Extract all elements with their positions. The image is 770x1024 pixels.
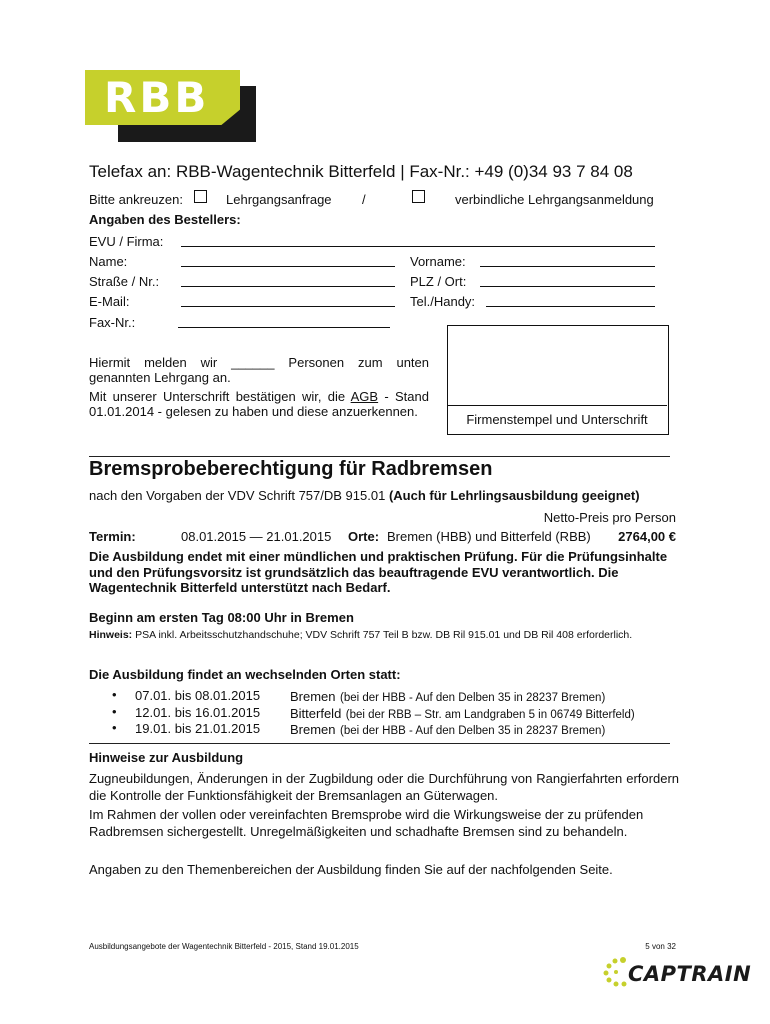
stamp-caption: Firmenstempel und Unterschrift: [447, 405, 667, 433]
price-label: Netto-Preis pro Person: [543, 510, 676, 525]
evu-field[interactable]: [181, 246, 655, 247]
orte-label: Orte:: [348, 529, 380, 544]
bullet-icon: •: [112, 687, 117, 702]
location-item: [290, 688, 605, 706]
exam-text: Die Ausbildung endet mit einer mündlichen und praktischen Prüfung. Für die Prüfungsinhalte und den Prüfungsvorsitz ist grundsätzlich das beauftragende EVU verantwortlich. Die Wagentechnik Bitterfeld unterstützt nach Bedarf.: [89, 549, 668, 595]
termin-value: 08.01.2015 — 21.01.2015: [181, 529, 332, 544]
choice-option-anmeldung: verbindliche Lehrgangsanmeldung: [455, 192, 654, 207]
footer-left: Ausbildungsangebote der Wagentechnik Bitterfeld - 2015, Stand 19.01.2015: [89, 942, 359, 951]
checkbox-anmeldung[interactable]: [412, 190, 425, 203]
captrain-logo-text: CAPTRAIN: [628, 962, 752, 986]
course-subtitle-plain: nach den Vorgaben der VDV Schrift 757/DB 915.01: [89, 488, 386, 503]
label-vorname: Vorname:: [410, 254, 466, 269]
agb-text: [89, 389, 429, 419]
label-plz: PLZ / Ort:: [410, 274, 467, 289]
location-city: Bitterfeld: [290, 706, 342, 721]
agb-text-b: - Stand 01.01.2014 - gelesen zu haben und diese anzuerkennen.: [89, 389, 429, 419]
location-dates: 12.01. bis 16.01.2015: [135, 705, 261, 720]
vorname-field[interactable]: [480, 266, 655, 267]
start-text: Beginn am ersten Tag 08:00 Uhr in Bremen: [89, 610, 354, 625]
label-tel: Tel./Handy:: [410, 294, 476, 309]
bullet-icon: •: [112, 720, 117, 735]
notes-para-3: Angaben zu den Themenbereichen der Ausbildung finden Sie auf der nachfolgenden Seite.: [89, 862, 613, 877]
location-item: [290, 721, 605, 739]
label-strasse: Straße / Nr.:: [89, 274, 160, 289]
location-detail: (bei der RBB – Str. am Landgraben 5 in 06749 Bitterfeld): [345, 709, 635, 721]
agb-text-a: Mit unserer Unterschrift bestätigen wir, die: [89, 389, 346, 404]
rbb-logo-text: RBB: [104, 73, 210, 122]
termin-label: Termin:: [89, 529, 136, 544]
tel-field[interactable]: [486, 306, 655, 307]
choice-separator: /: [362, 192, 366, 207]
locations-heading: Die Ausbildung findet an wechselnden Orten statt:: [89, 667, 401, 682]
checkbox-lehrgangsanfrage[interactable]: [194, 190, 207, 203]
choice-prompt: Bitte ankreuzen:: [89, 192, 183, 207]
agb-link[interactable]: AGB: [350, 389, 379, 404]
orte-value: Bremen (HBB) und Bitterfeld (RBB): [387, 529, 591, 544]
section-divider-1: [89, 456, 670, 457]
location-dates: 07.01. bis 08.01.2015: [135, 688, 261, 703]
label-name: Name:: [89, 254, 128, 269]
hint-line: [89, 629, 689, 641]
page-number: 5 von 32: [645, 942, 676, 951]
notes-para-1: Zugneubildungen, Änderungen in der Zugbildung oder die Durchführung von Rangierfahrten erfordern die Kontrolle der Funktionsfähigkeit der Bremsanlagen an Güterwagen.: [89, 771, 679, 803]
location-dates: 19.01. bis 21.01.2015: [135, 721, 261, 736]
label-evu: EVU / Firma:: [89, 234, 164, 249]
choice-option-anfrage: Lehrgangsanfrage: [226, 192, 332, 207]
course-subtitle: [89, 488, 640, 503]
notes-heading: Hinweise zur Ausbildung: [89, 750, 244, 765]
hint-label: Hinweis:: [89, 629, 133, 641]
course-title: Bremsprobeberechtigung für Radbremsen: [89, 458, 493, 480]
notes-para-2: Im Rahmen der vollen oder vereinfachten Bremsprobe wird die Wirkungsweise der zu prüfenden Radbremsen sichergestellt. Unregelmäßigkeiten und schadhafte Bremsen sind zu behandeln.: [89, 807, 644, 839]
section-divider-2: [89, 743, 670, 744]
orderer-heading: Angaben des Bestellers:: [89, 212, 241, 227]
hint-text: PSA inkl. Arbeitsschutzhandschuhe; VDV Schrift 757 Teil B bzw. DB Ril 915.01 und DB Ril 408 erforderlich.: [135, 629, 633, 641]
course-price: 2764,00 €: [618, 529, 676, 544]
captrain-dots-icon: [601, 955, 631, 987]
register-text: Hiermit melden wir ______ Personen zum unten genannten Lehrgang an.: [89, 355, 429, 385]
course-subtitle-bold: (Auch für Lehrlingsausbildung geeignet): [388, 488, 640, 503]
location-detail: (bei der HBB - Auf den Delben 35 in 28237 Bremen): [339, 692, 606, 704]
name-field[interactable]: [181, 266, 395, 267]
location-detail: (bei der HBB - Auf den Delben 35 in 28237 Bremen): [339, 725, 606, 737]
label-email: E-Mail:: [89, 294, 130, 309]
email-field[interactable]: [181, 306, 395, 307]
location-city: Bremen: [290, 722, 336, 737]
location-city: Bremen: [290, 689, 336, 704]
label-fax: Fax-Nr.:: [89, 315, 136, 330]
strasse-field[interactable]: [181, 286, 395, 287]
plz-field[interactable]: [480, 286, 655, 287]
bullet-icon: •: [112, 704, 117, 719]
fax-title: Telefax an: RBB-Wagentechnik Bitterfeld | Fax-Nr.: +49 (0)34 93 7 84 08: [89, 162, 633, 181]
fax-field[interactable]: [178, 327, 390, 328]
